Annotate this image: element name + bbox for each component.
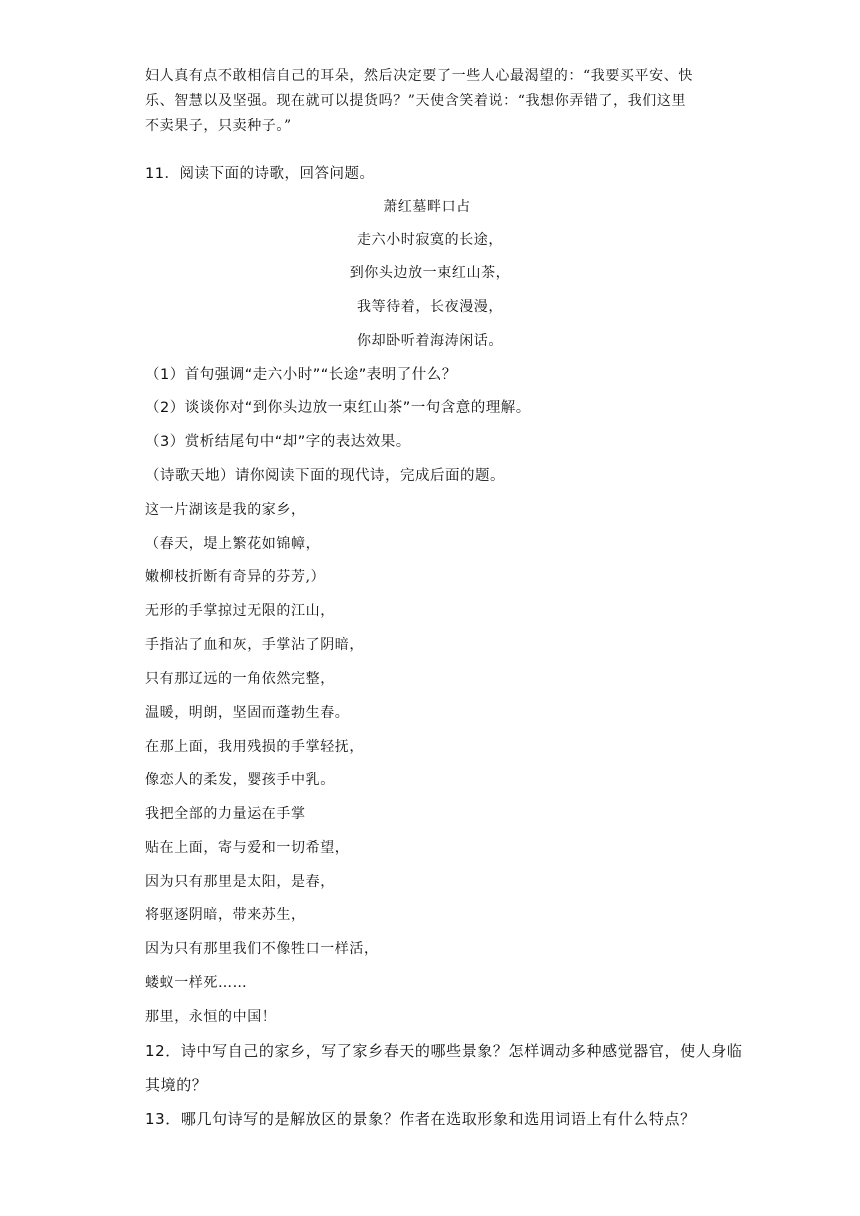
modern-poem-line-10: 我把全部的力量运在手掌 [145,806,306,822]
modern-poem-line-9: 像恋人的柔发，婴孩手中乳。 [145,772,335,788]
modern-poem-line-1: 这一片湖该是我的家乡， [145,502,306,518]
question-11-sub-3: （3）赏析结尾句中“却”字的表达效果。 [145,434,411,450]
question-12-line-2: 其境的？ [145,1076,208,1094]
modern-poem-line-16: 那里，永恒的中国！ [145,1009,277,1025]
poem-line-2: 到你头边放一束红山茶， [349,265,511,281]
intro-line-3: 不卖果子，只卖种子。” [145,118,292,134]
modern-poem-line-15: 蝼蚁一样死…… [145,975,248,991]
poem-line-3: 我等待着，长夜漫漫， [357,299,503,315]
modern-poem-line-8: 在那上面，我用残损的手掌轻抚， [145,739,364,755]
modern-poem-line-7: 温暖，明朗，坚固而蓬勃生春。 [145,705,350,721]
question-11-sub-1: （1）首句强调“走六小时”“长途”表明了什么？ [145,367,457,383]
modern-poem-line-11: 贴在上面，寄与爱和一切希望， [145,840,350,856]
modern-poem-line-6: 只有那辽远的一角依然完整， [145,671,335,687]
intro-line-1: 妇人真有点不敢相信自己的耳朵，然后决定要了一些人心最渴望的：“我要买平安、快 [145,68,693,84]
question-13-line-1: 13．哪几句诗写的是解放区的景象？作者在选取形象和选用词语上有什么特点？ [145,1110,696,1128]
poetry-world-intro: （诗歌天地）请你阅读下面的现代诗，完成后面的题。 [145,468,505,484]
poem-title: 萧红墓畔口占 [383,199,471,215]
question-12-line-1: 12．诗中写自己的家乡，写了家乡春天的哪些景象？怎样调动多种感觉器官，使人身临 [145,1042,743,1060]
modern-poem-line-13: 将驱逐阴暗，带来苏生， [145,907,306,923]
modern-poem-line-3: 嫩柳枝折断有奇异的芬芳,） [145,569,326,585]
question-11-stem: 11．阅读下面的诗歌，回答问题。 [145,166,375,182]
modern-poem-line-2: （春天，堤上繁花如锦幛， [145,536,321,552]
modern-poem-line-4: 无形的手掌掠过无限的江山， [145,603,335,619]
modern-poem-line-14: 因为只有那里我们不像牲口一样活， [145,941,379,957]
poem-line-1: 走六小时寂寞的长途， [357,232,503,248]
question-11-sub-2: （2）谈谈你对“到你头边放一束红山茶”一句含意的理解。 [145,400,531,416]
poem-line-4: 你却卧听着海涛闲话。 [357,333,503,349]
modern-poem-line-12: 因为只有那里是太阳，是春， [145,874,335,890]
modern-poem-line-5: 手指沾了血和灰，手掌沾了阴暗， [145,637,364,653]
intro-line-2: 乐、智慧以及坚强。现在就可以提货吗？”天使含笑着说：“我想你弄错了，我们这里 [145,93,687,109]
